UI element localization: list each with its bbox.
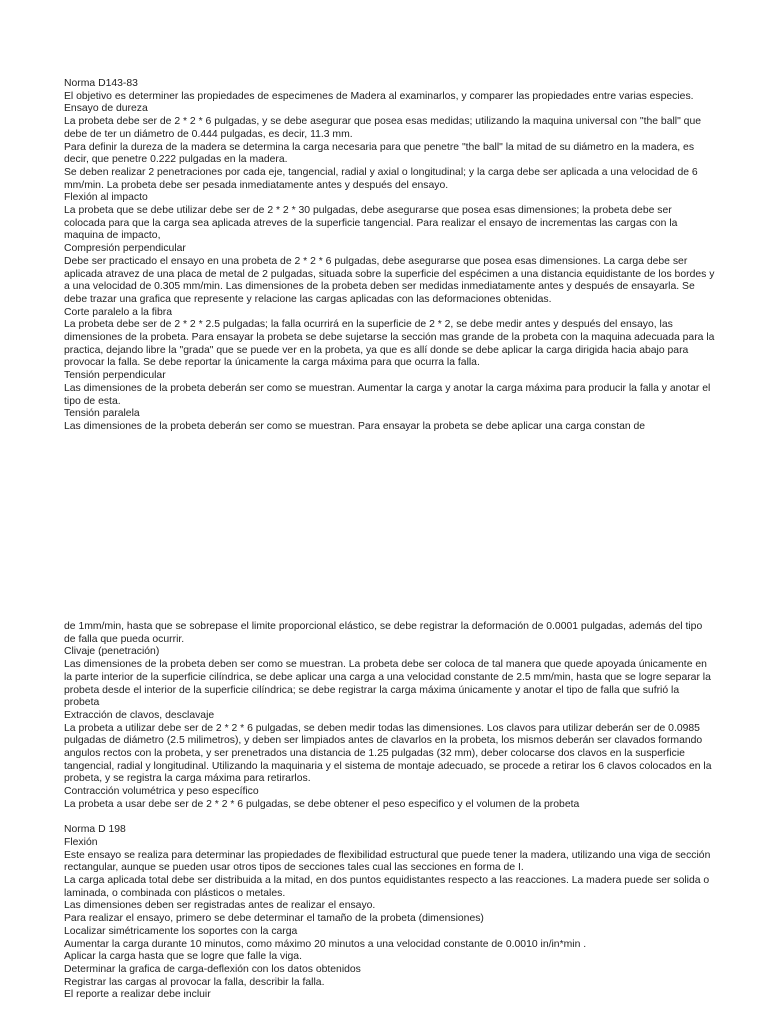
heading-extraccion-clavos: Extracción de clavos, desclavaje [64,709,215,721]
paragraph: Las dimensiones deben ser registradas antes de realizar el ensayo. [64,900,376,912]
paragraph: La probeta a utilizar debe ser de 2 * 2 * 6 pulgadas, se deben medir todas las dimensiones. Los clavos para utilizar deberán ser de 0.0985 pulgadas de diámetro (2.5 milimetros), y deben ser limpiados antes de clavarlos en la probeta, los mismos deberán ser clavados formando angulos rectos con la probeta, y ser prenetrados una distancia de 1.25 pulgadas (32 mm), deber colocarse dos clavos en la susperficie tangencial, radial y longitudinal. Utilizando la maquinaria y el sistema de montaje adecuado, se procede a retirar los 6 clavos colocados en la probeta, y se registra la carga máxima para retirarlos. [64,722,712,785]
paragraph: Para realizar el ensayo, primero se debe determinar el tamaño de la probeta (dimensiones) [64,913,484,925]
heading-compresion-perpendicular: Compresión perpendicular [64,243,186,255]
paragraph: Debe ser practicado el ensayo en una probeta de 2 * 2 * 6 pulgadas, debe asegurarse que posea esas dimensiones. La carga debe ser aplicada atravez de una placa de metal de 2 pulgadas, situada sobre la superficie del espécimen a una distancia equidistante de los bordes y a una velocidad de 0.305 mm/min. Las dimensiones de la probeta deben ser medidas inmediatamente antes y después de ensayarla. Se debe trazar una grafica que represente y relacione las cargas aplicadas con las deformaciones obtenidas. [64,255,715,305]
heading-flexion-impacto: Flexión al impacto [64,192,148,204]
paragraph: Las dimensiones de la probeta deberán ser como se muestran. Aumentar la carga y anotar la carga máxima para producir la falla y anotar el tipo de esta. [64,382,711,407]
paragraph: Registrar las cargas al provocar la falla, describir la falla. [64,976,325,988]
paragraph: de 1mm/min, hasta que se sobrepase el limite proporcional elástico, se debe registrar la deformación de 0.0001 pulgadas, además del tipo de falla que pueda ocurrir. [64,621,703,645]
paragraph: La probeta a usar debe ser de 2 * 2 * 6 pulgadas, se debe obtener el peso especifico y el volumen de la probeta [64,798,580,810]
heading-tension-paralela: Tensión paralela [64,408,140,420]
paragraph: Aplicar la carga hasta que se logre que falle la viga. [64,951,302,963]
heading-corte-paralelo: Corte paralelo a la fibra [64,306,173,318]
paragraph: Determinar la grafica de carga-deflexión con los datos obtenidos [64,963,361,975]
heading-norma-d198: Norma D 198 [64,824,126,836]
paragraph: La probeta debe ser de 2 * 2 * 2.5 pulgadas; la falla ocurrirá en la superficie de 2 * 2, se debe medir antes y después del ensayo, las dimensiones de la probeta. Para ensayar la probeta se debe sujetarse la sección mas grande de la probeta con la maquina adecuada para la practica, dejando libre la "grada" que se puede ver en la probeta, ya que es allí donde se debe aplicar la carga dirigida hacia abajo para provocar la falla. Se debe reportar la únicamente la carga máxima para que ocurra la falla. [64,319,715,369]
paragraph: El objetivo es determiner las propiedades de especimenes de Madera al examinarlos, y comparer las propiedades entre varias especies. [64,90,694,102]
heading-tension-perpendicular: Tensión perpendicular [64,370,166,382]
paragraph: Se deben realizar 2 penetraciones por cada eje, tangencial, radial y axial o longitudinal; y la carga debe ser aplicada a una velocidad de 6 mm/min. La probeta debe ser pesada inmediatamente antes y después del ensayo. [64,166,698,191]
paragraph: El reporte a realizar debe incluir [64,989,211,1001]
paragraph: La probeta debe ser de 2 * 2 * 6 pulgadas, y se debe asegurar que posea esas medidas; utilizando la maquina universal con "the ball" que debe de ter un diámetro de 0.444 pulgadas, es decir, 11.3 mm. [64,116,702,140]
heading-ensayo-dureza: Ensayo de dureza [64,103,148,115]
heading-contraccion-volumetrica: Contracción volumétrica y peso específico [64,786,259,798]
paragraph: Para definir la dureza de la madera se determina la carga necesaria para que penetre "the ball" la mitad de su diámetro en la madera, es decir, que penetre 0.222 pulgadas en la madera. [64,141,695,166]
paragraph: Las dimensiones de la probeta deberán ser como se muestran. Para ensayar la probeta se debe aplicar una carga constan de [64,420,646,432]
paragraph: Las dimensiones de la probeta deben ser como se muestran. La probeta debe ser coloca de tal manera que quede apoyada únicamente en la parte interior de la superficie cilíndrica, se debe aplicar una carga a una velocidad constante de 2.5 mm/min, hasta que se logre separar la probeta desde el interior de la superficie cilíndrica; se debe registrar la carga máxima únicamente y anotar el tipo de falla que sufrió la probeta [64,659,711,709]
paragraph: La probeta que se debe utilizar debe ser de 2 * 2 * 30 pulgadas, debe asegurarse que posea esas dimensiones; la probeta debe ser colocada para que la carga sea aplicada atreves de la superficie tangencial. Para realizar el ensayo de incrementas las cargas con la maquina de impacto, [64,205,678,242]
heading-norma-d143: Norma D143-83 [64,78,138,89]
paragraph: Localizar simétricamente los soportes con la carga [64,925,298,937]
paragraph: La carga aplicada total debe ser distribuida a la mitad, en dos puntos equidistantes respecto a las reacciones. La madera puede ser solida o laminada, o combinada con plásticos o metales. [64,875,710,899]
paragraph: Este ensayo se realiza para determinar las propiedades de flexibilidad estructural que puede tener la madera, utilizando una viga de sección rectangular, aunque se pueden usar otros tipos de secciones tales cual las secciones en forma de I. [64,849,711,874]
text-block-norma-d143 [64,78,716,434]
heading-clivaje: Clivaje (penetración) [64,646,160,658]
text-block-continuation [64,621,716,1002]
section-gap [64,812,716,825]
heading-flexion: Flexión [64,836,98,848]
paragraph: Aumentar la carga durante 10 minutos, como máximo 20 minutos a una velocidad constante de 0.0010 in/in*min . [64,938,587,950]
